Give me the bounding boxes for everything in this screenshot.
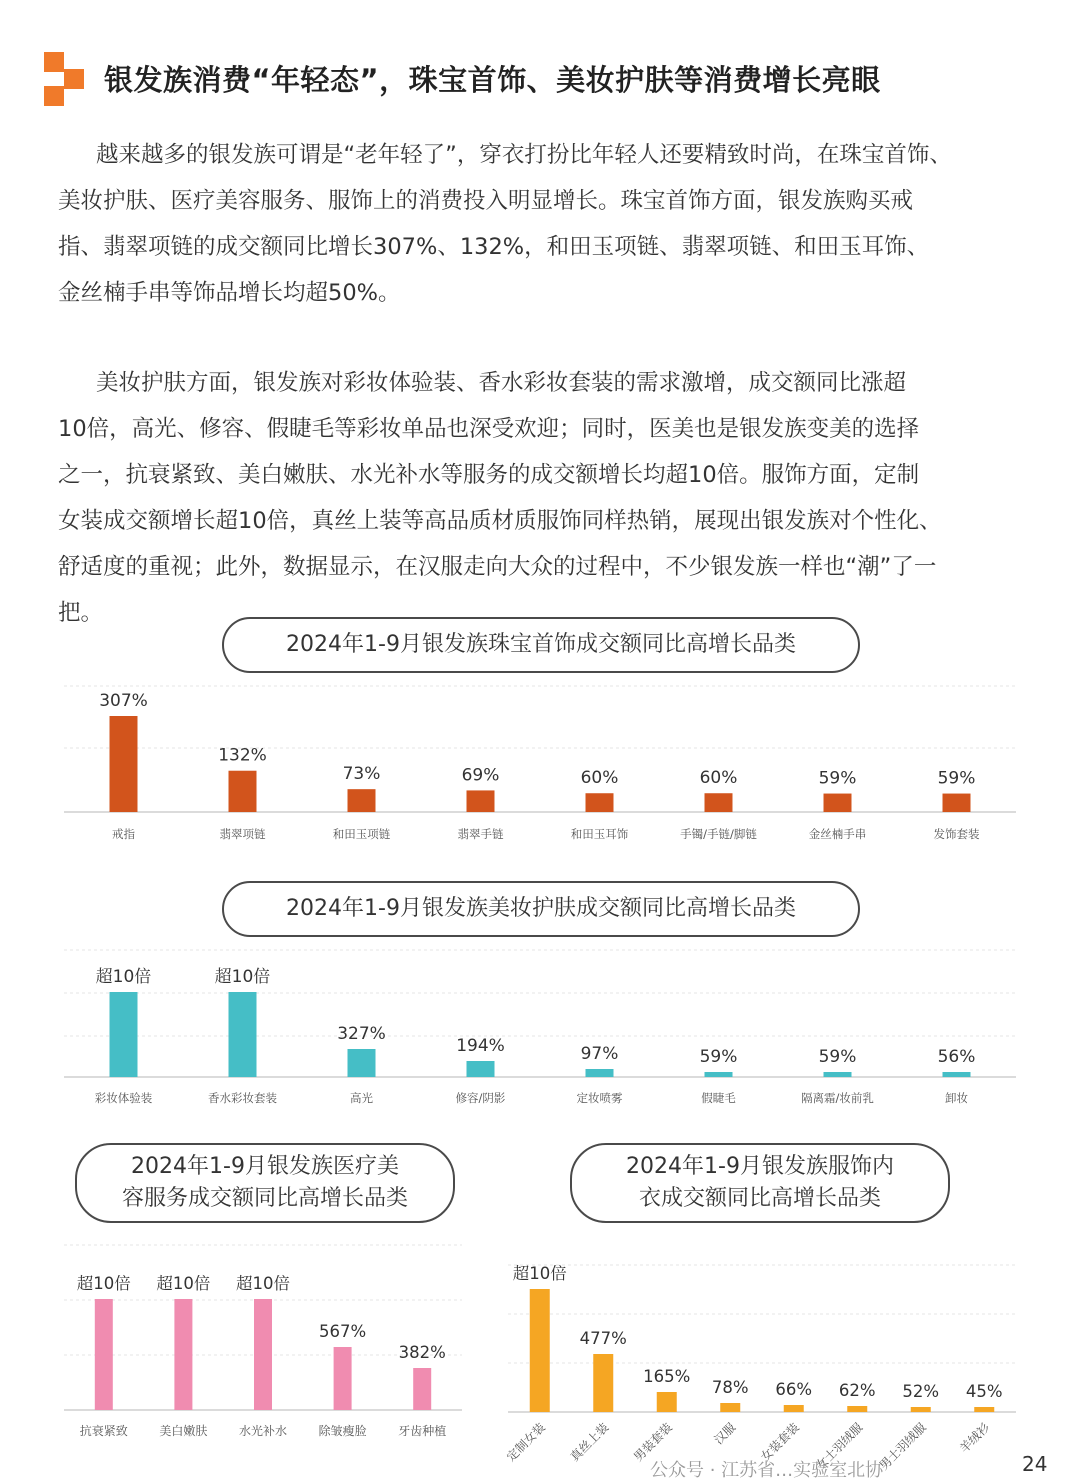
- chart-title-text: 2024年1-9月银发族美妆护肤成交额同比高增长品类: [286, 896, 796, 921]
- beauty-bar: [229, 992, 257, 1077]
- apparel-bar: [847, 1406, 867, 1412]
- jewelry-data-label: 69%: [461, 765, 500, 786]
- paragraph-line: 舒适度的重视；此外，数据显示，在汉服走向大众的过程中，不少银发族一样也“潮”了一: [58, 554, 937, 580]
- page-number: 24: [1022, 1452, 1048, 1476]
- beauty-bar: [943, 1072, 971, 1077]
- beauty-data-label: 56%: [937, 1047, 976, 1067]
- jewelry-category-label: 和田玉耳饰: [570, 827, 629, 841]
- paragraph-line: 把。: [58, 600, 104, 626]
- apparel-bar: [911, 1407, 931, 1412]
- medical-bar: [334, 1347, 352, 1410]
- beauty-category-label: 卸妆: [945, 1091, 968, 1105]
- jewelry-data-label: 73%: [342, 764, 381, 785]
- medical-data-label: 567%: [319, 1322, 367, 1341]
- chart-title-text: 容服务成交额同比高增长品类: [121, 1186, 408, 1211]
- medical-data-label: 超10倍: [76, 1274, 131, 1293]
- apparel-data-label: 78%: [711, 1378, 749, 1397]
- beauty-bar: [467, 1061, 495, 1077]
- medical-category-label: 美白嫩肤: [159, 1424, 208, 1438]
- medical-bar: [413, 1368, 431, 1410]
- medical-category-label: 除皱瘦脸: [318, 1424, 367, 1438]
- medical-bar: [174, 1299, 192, 1410]
- medical-category-label: 牙齿种植: [398, 1424, 447, 1438]
- apparel-bar: [657, 1392, 677, 1412]
- beauty-bar: [824, 1072, 852, 1077]
- beauty-data-label: 超10倍: [214, 967, 271, 987]
- apparel-bar: [530, 1289, 550, 1412]
- medical-bar: [254, 1299, 272, 1410]
- jewelry-data-label: 60%: [699, 768, 738, 789]
- apparel-category-label: 定制女装: [504, 1420, 548, 1465]
- beauty-data-label: 59%: [699, 1047, 738, 1067]
- beauty-bar: [110, 992, 138, 1077]
- jewelry-category-label: 发饰套装: [933, 827, 980, 841]
- apparel-data-label: 45%: [965, 1382, 1003, 1401]
- jewelry-bar: [705, 793, 733, 812]
- paragraph-line: 10倍，高光、修容、假睫毛等彩妆单品也深受欢迎；同时，医美也是银发族变美的选择: [58, 416, 920, 442]
- apparel-data-label: 62%: [838, 1381, 876, 1400]
- beauty-category-label: 香水彩妆套装: [208, 1091, 277, 1105]
- medical-data-label: 超10倍: [236, 1274, 290, 1293]
- medical-data-label: 超10倍: [156, 1274, 211, 1293]
- jewelry-data-label: 132%: [218, 745, 267, 766]
- jewelry-category-label: 戒指: [112, 827, 135, 841]
- beauty-bar: [348, 1049, 376, 1077]
- jewelry-category-label: 金丝楠手串: [808, 827, 867, 841]
- paragraph-line: 之一，抗衰紧致、美白嫩肤、水光补水等服务的成交额增长均超10倍。服饰方面，定制: [58, 462, 920, 488]
- beauty-category-label: 彩妆体验装: [94, 1091, 153, 1105]
- beauty-category-label: 隔离霜/妆前乳: [801, 1091, 874, 1105]
- apparel-data-label: 66%: [775, 1380, 813, 1399]
- medical-data-label: 382%: [398, 1343, 446, 1362]
- jewelry-category-label: 和田玉项链: [332, 827, 391, 841]
- beauty-data-label: 194%: [456, 1036, 505, 1056]
- beauty-category-label: 修容/阴影: [455, 1091, 506, 1105]
- jewelry-bar: [586, 793, 614, 812]
- apparel-data-label: 165%: [643, 1367, 691, 1386]
- apparel-category-label: 男士羽绒服: [876, 1420, 929, 1473]
- jewelry-data-label: 59%: [818, 768, 857, 789]
- apparel-bar: [720, 1403, 740, 1412]
- jewelry-category-label: 手镯/手链/脚链: [680, 827, 757, 841]
- jewelry-category-label: 翡翠手链: [457, 827, 504, 841]
- beauty-data-label: 59%: [818, 1047, 857, 1067]
- beauty-data-label: 327%: [337, 1024, 386, 1044]
- beauty-bar: [705, 1072, 733, 1077]
- medical-category-label: 抗衰紧致: [79, 1424, 128, 1438]
- chart-title-text: 衣成交额同比高增长品类: [638, 1186, 881, 1211]
- beauty-category-label: 假睫毛: [701, 1091, 736, 1105]
- chart-title-text: 2024年1-9月银发族服饰内: [626, 1154, 894, 1179]
- paragraph-line: 美妆护肤方面，银发族对彩妆体验装、香水彩妆套装的需求激增，成交额同比涨超: [96, 370, 907, 396]
- chart-title-text: 2024年1-9月银发族珠宝首饰成交额同比高增长品类: [286, 632, 796, 657]
- apparel-bar: [593, 1354, 613, 1412]
- paragraph-line: 越来越多的银发族可谓是“老年轻了”，穿衣打扮比年轻人还要精致时尚，在珠宝首饰、: [96, 142, 952, 168]
- beauty-data-label: 97%: [580, 1044, 619, 1064]
- apparel-category-label: 男装套装: [631, 1420, 675, 1465]
- apparel-category-label: 女装套装: [758, 1420, 802, 1465]
- beauty-category-label: 高光: [350, 1091, 373, 1105]
- page-title: 银发族消费“年轻态”，珠宝首饰、美妆护肤等消费增长亮眼: [104, 63, 881, 97]
- medical-category-label: 水光补水: [238, 1424, 288, 1438]
- jewelry-bar: [110, 716, 138, 812]
- jewelry-bar: [229, 771, 257, 812]
- apparel-bar: [974, 1407, 994, 1412]
- beauty-data-label: 超10倍: [95, 967, 152, 987]
- medical-bar: [95, 1299, 113, 1410]
- paragraph-line: 美妆护肤、医疗美容服务、服饰上的消费投入明显增长。珠宝首饰方面，银发族购买戒: [58, 188, 914, 214]
- apparel-data-label: 52%: [902, 1382, 940, 1401]
- beauty-bar: [586, 1069, 614, 1077]
- jewelry-data-label: 307%: [99, 691, 148, 711]
- apparel-bar: [784, 1405, 804, 1412]
- paragraph-line: 金丝楠手串等饰品增长均超50%。: [58, 280, 401, 306]
- apparel-data-label: 超10倍: [512, 1264, 567, 1283]
- jewelry-bar: [348, 789, 376, 812]
- jewelry-data-label: 59%: [937, 768, 976, 789]
- beauty-category-label: 定妆喷雾: [576, 1091, 623, 1105]
- apparel-data-label: 477%: [579, 1329, 627, 1348]
- jewelry-bar: [943, 794, 971, 812]
- paragraph-line: 女装成交额增长超10倍，真丝上装等高品质材质服饰同样热销，展现出银发族对个性化、: [58, 508, 942, 534]
- jewelry-category-label: 翡翠项链: [219, 827, 266, 841]
- jewelry-data-label: 60%: [580, 768, 619, 789]
- apparel-category-label: 女士羽绒服: [813, 1420, 866, 1473]
- apparel-category-label: 羊绒衫: [957, 1420, 993, 1456]
- chart-title-text: 2024年1-9月银发族医疗美: [131, 1154, 399, 1179]
- jewelry-bar: [467, 790, 495, 812]
- footer-source: 公众号 · 江苏省…实验室北协: [650, 1460, 884, 1481]
- jewelry-bar: [824, 794, 852, 812]
- paragraph-line: 指、翡翠项链的成交额同比增长307%、132%，和田玉项链、翡翠项链、和田玉耳饰、: [58, 234, 930, 260]
- apparel-category-label: 真丝上装: [567, 1420, 612, 1465]
- apparel-category-label: 汉服: [711, 1420, 739, 1448]
